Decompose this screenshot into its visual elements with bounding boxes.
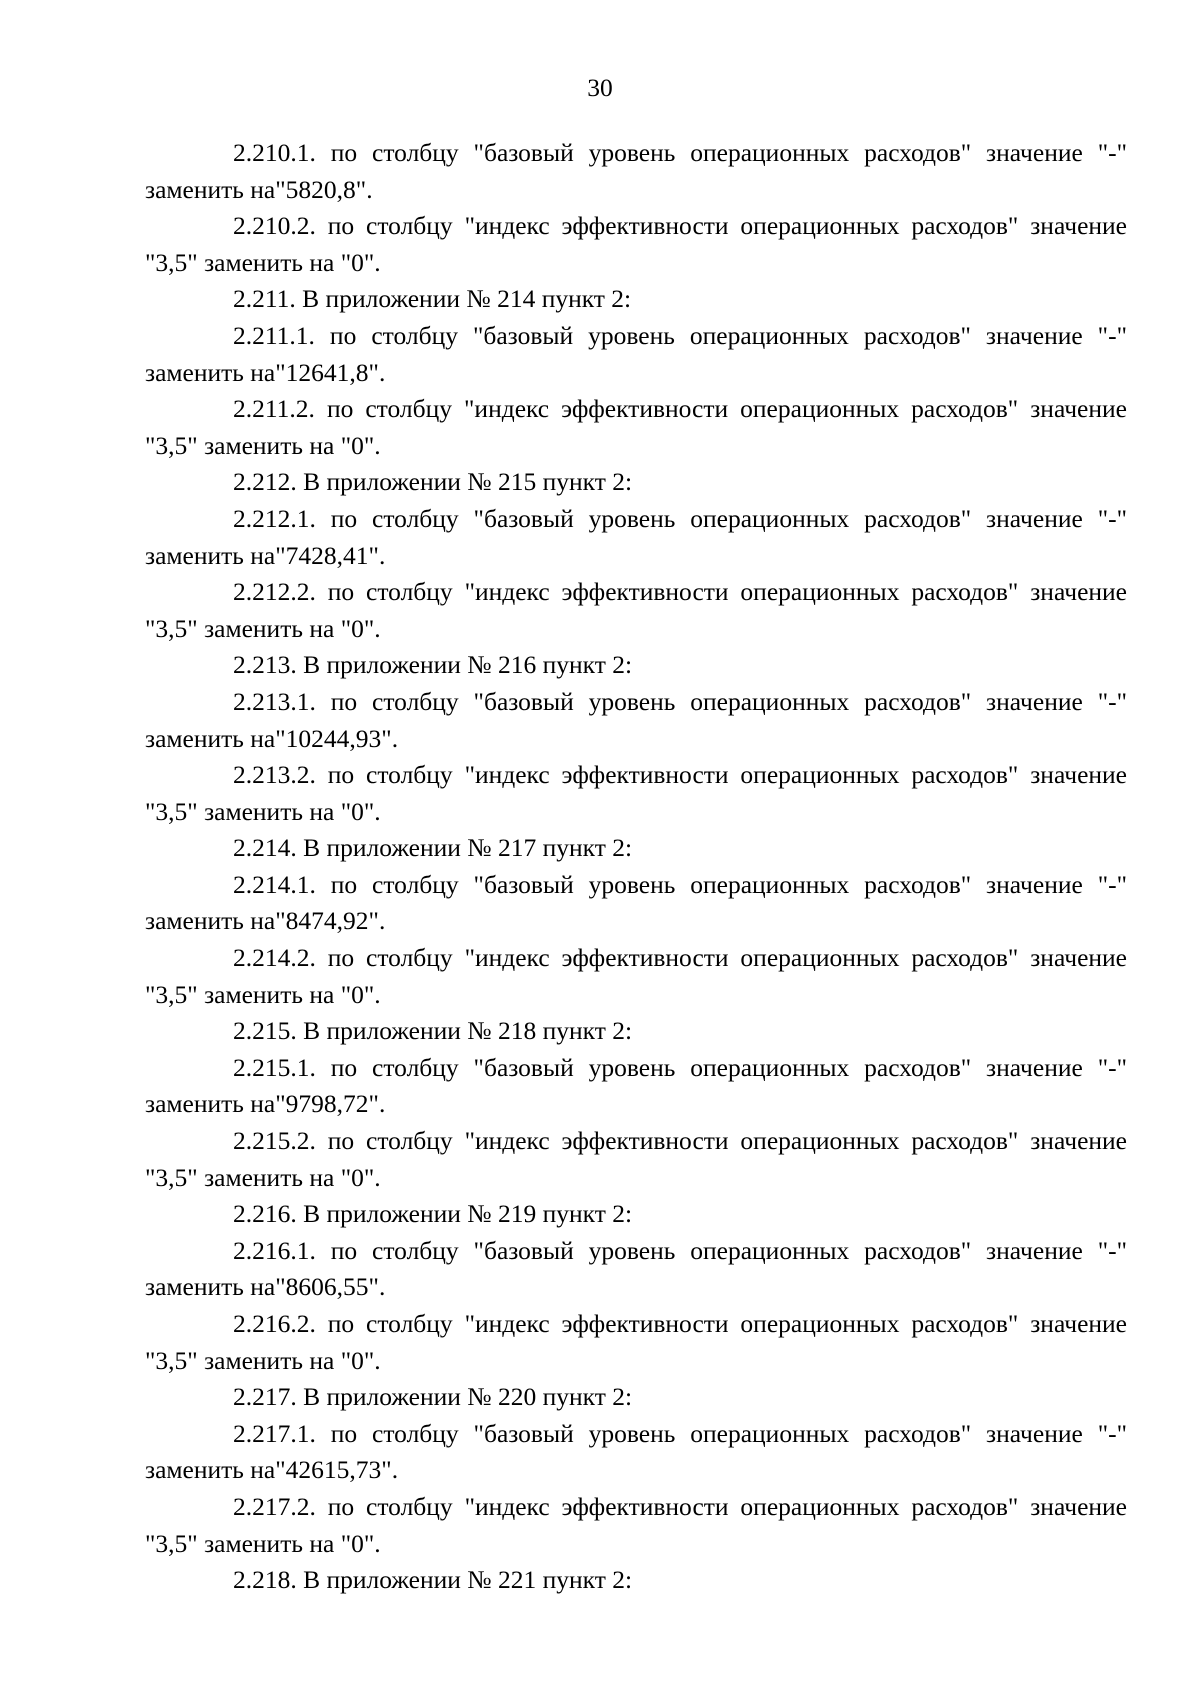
paragraph-2-217-2: 2.217.2. по столбцу "индекс эффективности операционных расходов" значение "3,5" заменить на "0".	[145, 1491, 1127, 1558]
page-number: 30	[587, 73, 613, 102]
paragraph-2-214-1: 2.214.1. по столбцу "базовый уровень операционных расходов" значение "-" заменить на"8474,92".	[145, 869, 1127, 936]
paragraph-2-210-1: 2.210.1. по столбцу "базовый уровень операционных расходов" значение "-" заменить на"5820,8".	[145, 138, 1127, 204]
paragraph-2-217: 2.217. В приложении № 220 пункт 2:	[233, 1382, 633, 1412]
paragraph-2-211: 2.211. В приложении № 214 пункт 2:	[233, 284, 632, 314]
paragraph-2-212-1: 2.212.1. по столбцу "базовый уровень операционных расходов" значение "-" заменить на"7428,41".	[145, 503, 1127, 570]
paragraph-2-213: 2.213. В приложении № 216 пункт 2:	[233, 650, 633, 680]
paragraph-2-216-2: 2.216.2. по столбцу "индекс эффективности операционных расходов" значение "3,5" заменить на "0".	[145, 1309, 1127, 1375]
paragraph-2-218: 2.218. В приложении № 221 пункт 2:	[233, 1565, 633, 1595]
paragraph-2-210-2: 2.210.2. по столбцу "индекс эффективности операционных расходов" значение "3,5" заменить на "0".	[145, 211, 1127, 277]
paragraph-2-212: 2.212. В приложении № 215 пункт 2:	[233, 467, 633, 497]
paragraph-2-217-1: 2.217.1. по столбцу "базовый уровень операционных расходов" значение "-" заменить на"42615,73".	[145, 1418, 1127, 1485]
paragraph-2-215-2: 2.215.2. по столбцу "индекс эффективности операционных расходов" значение "3,5" заменить на "0".	[145, 1126, 1127, 1192]
paragraph-2-214: 2.214. В приложении № 217 пункт 2:	[233, 833, 633, 863]
paragraph-2-215-1: 2.215.1. по столбцу "базовый уровень операционных расходов" значение "-" заменить на"9798,72".	[145, 1052, 1127, 1119]
paragraph-2-211-1: 2.211.1. по столбцу "базовый уровень операционных расходов" значение "-" заменить на"12641,8".	[145, 320, 1127, 387]
paragraph-2-211-2: 2.211.2. по столбцу "индекс эффективности операционных расходов" значение "3,5" заменить на "0".	[145, 394, 1127, 460]
paragraph-2-212-2: 2.212.2. по столбцу "индекс эффективности операционных расходов" значение "3,5" заменить на "0".	[145, 577, 1127, 643]
paragraph-2-216-1: 2.216.1. по столбцу "базовый уровень операционных расходов" значение "-" заменить на"8606,55".	[145, 1235, 1127, 1302]
paragraph-2-214-2: 2.214.2. по столбцу "индекс эффективности операционных расходов" значение "3,5" заменить на "0".	[145, 943, 1127, 1009]
document-body	[145, 135, 1127, 1599]
paragraph-2-216: 2.216. В приложении № 219 пункт 2:	[233, 1199, 633, 1229]
paragraph-2-215: 2.215. В приложении № 218 пункт 2:	[233, 1016, 633, 1046]
paragraph-2-213-2: 2.213.2. по столбцу "индекс эффективности операционных расходов" значение "3,5" заменить на "0".	[145, 760, 1127, 826]
paragraph-2-213-1: 2.213.1. по столбцу "базовый уровень операционных расходов" значение "-" заменить на"10244,93".	[145, 686, 1127, 753]
